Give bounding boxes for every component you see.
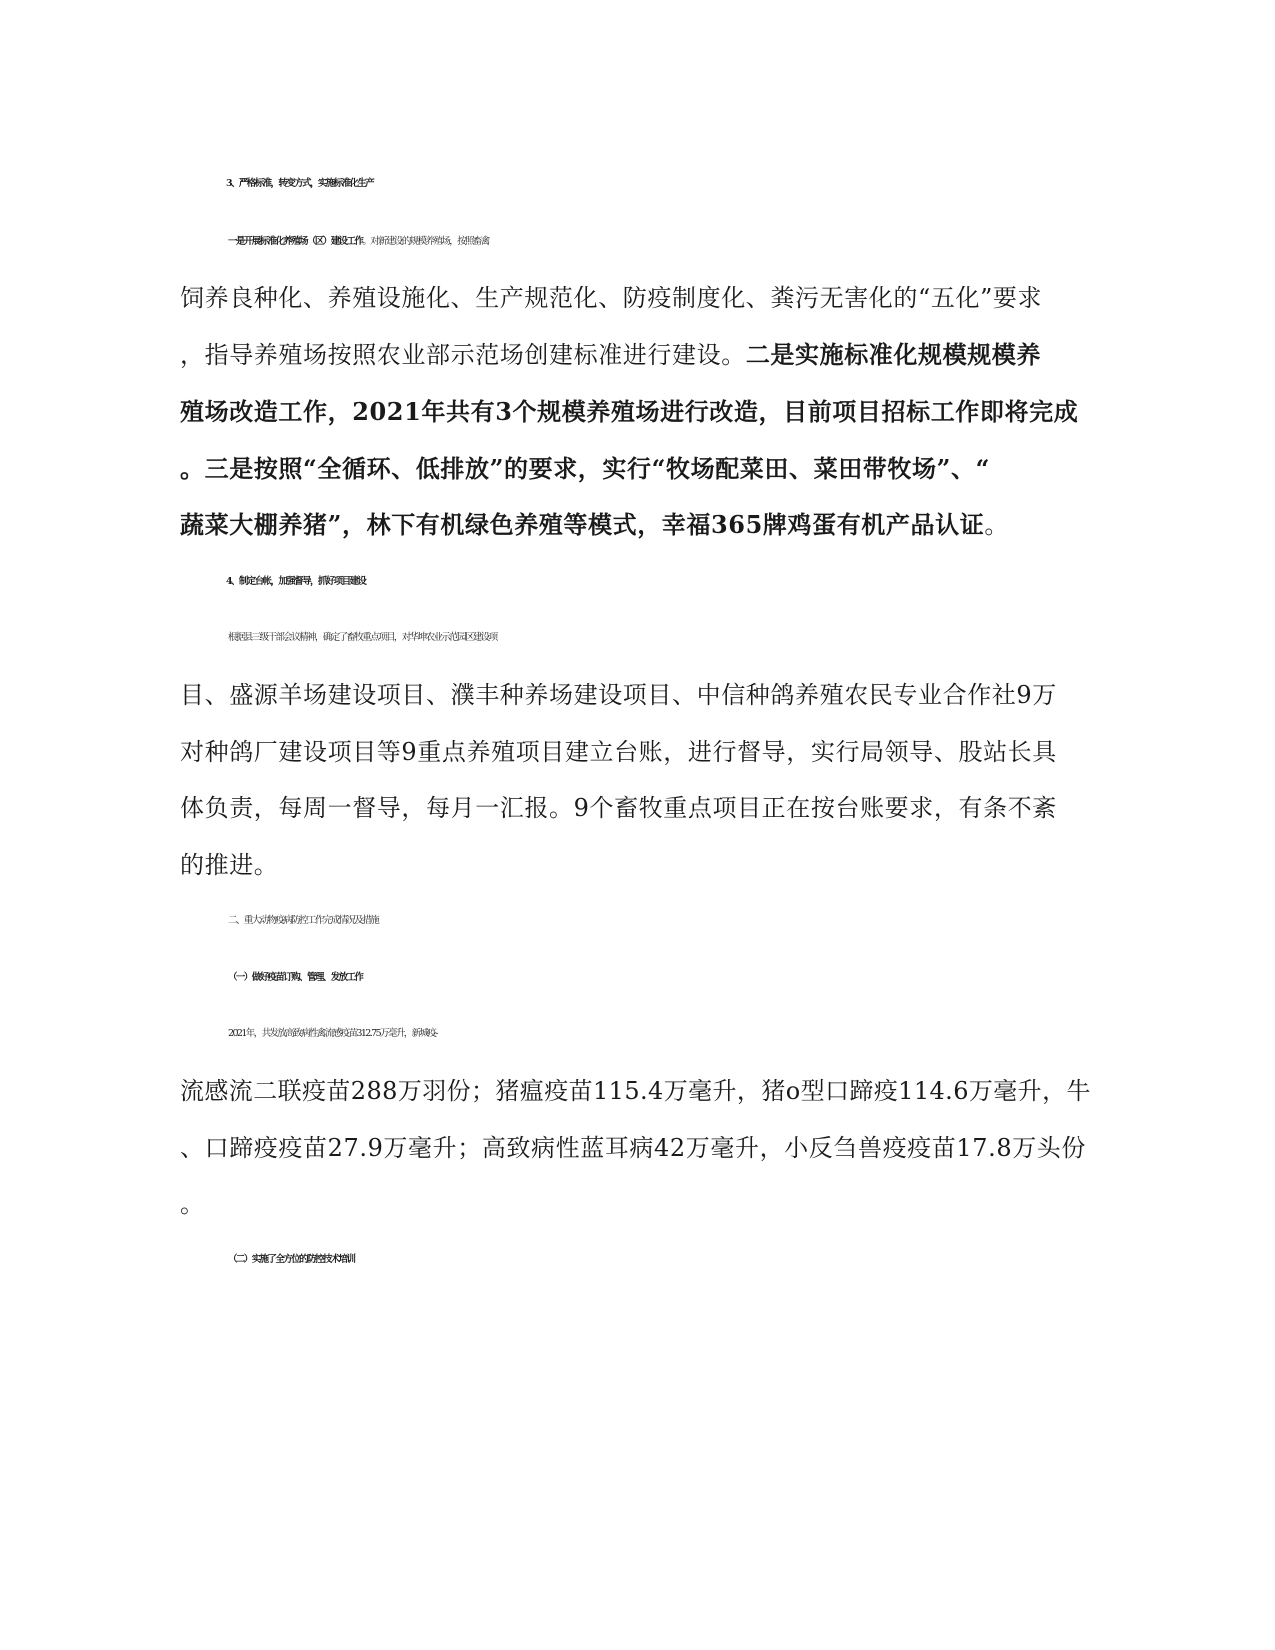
paragraph-line	[180, 509, 1080, 541]
bold-text: 二是实施标准化规模规模养	[745, 340, 1042, 369]
paragraph-line: 流感流二联疫苗288万羽份；猪瘟疫苗115.4万毫升，猪o型口蹄疫114.6万毫升，牛	[180, 1077, 1091, 1105]
section-heading-4: 4、制定台帐，加强督导，抓好项目建设	[226, 576, 366, 587]
paragraph-line: 饲养良种化、养殖设施化、生产规范化、防疫制度化、粪污无害化的“五化”要求	[180, 284, 1043, 312]
section-title-2: 二、重大动物疫病防控工作完成情况及措施	[228, 915, 379, 926]
paragraph-line: 2021年，共发放高致病性禽流感疫苗312.75万毫升，新城疫-	[228, 1028, 437, 1039]
subsection-heading-1: （一）做好疫苗订购、管理、发放工作	[228, 972, 363, 983]
paragraph-line: 目、盛源羊场建设项目、濮丰种养场建设项目、中信种鸽养殖农民专业合作社9万	[180, 681, 1057, 709]
paragraph-line: 体负责，每周一督导，每月一汇报。9个畜牧重点项目正在按台账要求，有条不紊	[180, 794, 1057, 822]
subsection-heading-2: （二）实施了全方位的防控技术培训	[228, 1254, 355, 1265]
paragraph-line	[180, 339, 1080, 371]
paragraph-line: 。三是按照“全循环、低排放”的要求，实行“牧场配菜田、菜田带牧场”、“	[180, 454, 991, 483]
paragraph-line: 对种鸽厂建设项目等9重点养殖项目建立台账，进行督导，实行局领导、股站长具	[180, 738, 1057, 766]
paragraph-line: 。	[180, 1190, 205, 1218]
paragraph-line: 根据县三级干部会议精神，确定了畜牧重点项目，对华坤农业示范园区建设项	[228, 632, 497, 643]
paragraph-line: 、口蹄疫疫苗27.9万毫升；高致病性蓝耳病42万毫升，小反刍兽疫疫苗17.8万头份	[180, 1134, 1087, 1162]
body-text: 。	[984, 511, 1009, 539]
paragraph-line: 殖场改造工作，2021年共有3个规模养殖场进行改造，目前项目招标工作即将完成	[180, 397, 1079, 426]
bold-text: 一是开展标准化养殖场（区）建设工作	[228, 236, 363, 247]
bold-text: 蔬菜大棚养猪”，林下有机绿色养殖等模式，幸福365牌鸡蛋有机产品认证	[180, 510, 985, 539]
paragraph-line: 的推进。	[180, 851, 279, 879]
body-text: ，指导养殖场按照农业部示范场创建标准进行建设。	[180, 341, 746, 369]
body-text: 。对新建设的规模养殖场，按照畜禽	[362, 236, 489, 247]
section-heading-3: 3、严格标准，转变方式，实施标准化生产	[226, 178, 374, 189]
paragraph-line	[228, 226, 1128, 258]
